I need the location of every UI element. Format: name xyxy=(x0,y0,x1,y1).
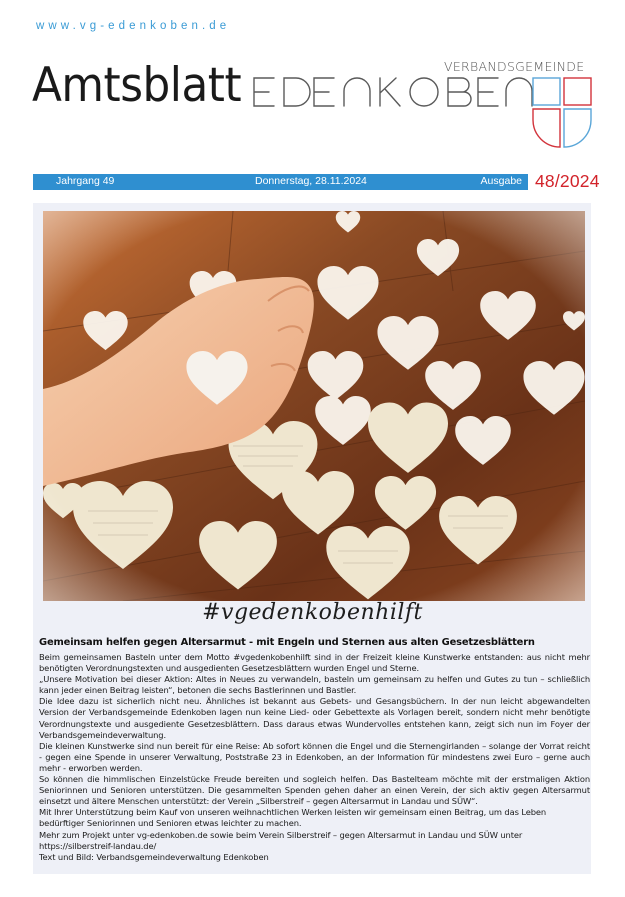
website-url[interactable]: www.vg-edenkoben.de xyxy=(36,20,231,32)
article-photo xyxy=(43,211,585,601)
article-body xyxy=(39,652,590,863)
issue-number: 48/2024 xyxy=(535,171,600,191)
logo-kicker: VERBANDSGEMEINDE xyxy=(444,59,585,74)
article-headline: Gemeinsam helfen gegen Altersarmut - mit Engeln und Sternen aus alten Gesetzesblättern xyxy=(39,637,535,648)
issue-bar xyxy=(33,174,528,190)
issue-label: Ausgabe xyxy=(480,175,522,187)
article-paragraph: „Unsere Motivation bei dieser Aktion: Altes in Neues zu verwandeln, basteln um gemeinsam zu helfen und Gutes zu tun – schließlich kann jeder einen Beitrag leisten“, betonen die sechs Bastlerinnen und Bastler. xyxy=(39,674,590,696)
article-paragraph: Die Idee dazu ist sicherlich nicht neu. Ähnliches ist bekannt aus Gebets- und Gesangsbüchern. In der nun leicht abgewandelten Version der Verbandsgemeinde Edenkoben lagen nun keine Lied- oder Gebettexte als Vorlagen bereit, sondern nicht mehr benötigte Verordnungstexte und ausgediente Gesetzesblättern. Dass daraus etwas Wundervolles entstehen kann, zeigt sich nun im Foyer der Verbandsgemeindeverwaltung. xyxy=(39,696,590,740)
publication-title: Amtsblatt xyxy=(32,58,242,113)
article-paragraph: Mehr zum Projekt unter vg-edenkoben.de sowie beim Verein Silberstreif – gegen Altersarmut in Landau und SÜW unter https://silberstreif-landau.de/ xyxy=(39,829,523,851)
article-paragraph: So können die himmlischen Einzelstücke Freude bereiten und sogleich helfen. Das Bastelteam möchte mit der erstmaligen Aktion Seniorinnen und Senioren unterstützen. Die gesammelten Spenden gehen daher an einen Verein, der sich aktiv gegen Altersarmut einsetzt und ältere Menschen unterstützt: der Verein „Silberstreif – gegen Altersarmut in Landau und SÜW“. xyxy=(39,774,590,807)
coat-of-arms-logo xyxy=(532,77,592,149)
edenkoben-wordmark xyxy=(252,77,534,107)
article-paragraph: Mit Ihrer Unterstützung beim Kauf von unseren weihnachtlichen Werken leisten wir gemeinsam einen Beitrag, um das Leben bedürftiger Seniorinnen und Senioren etwas leichter zu machen. xyxy=(39,807,547,829)
article-paragraph: Beim gemeinsamen Basteln unter dem Motto #vgedenkobenhilft sind in der Freizeit kleine Kunstwerke entstanden: aus nicht mehr benötigten Verordnungstexten und ausgedienten Gesetzesblättern wurden Engel und Sterne. xyxy=(39,652,590,674)
volume-label: Jahrgang 49 xyxy=(56,175,115,187)
issue-date: Donnerstag, 28.11.2024 xyxy=(255,175,367,187)
campaign-hashtag: #vgedenkobenhilft xyxy=(202,600,423,625)
photo-credit: Text und Bild: Verbandsgemeindeverwaltung Edenkoben xyxy=(39,851,269,862)
article-paragraph: Die kleinen Kunstwerke sind nun bereit für eine Reise: Ab sofort können die Engel und die Sternengirlanden – solange der Vorrat reicht - gegen eine Spende in unserer Verwaltung, Poststraße 23 in Edenkoben, an der Information für mindestens zwei Euro – gerne auch mehr - erworben werden. xyxy=(39,740,590,773)
